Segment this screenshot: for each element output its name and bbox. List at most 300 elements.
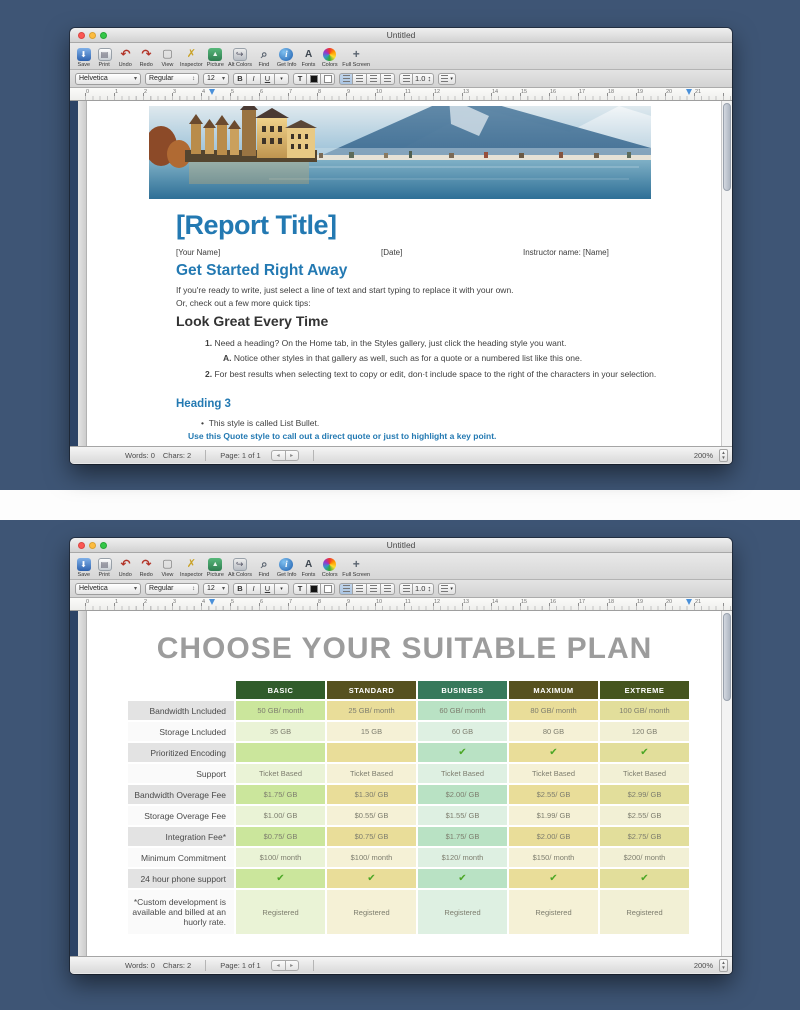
document-page[interactable] — [88, 101, 721, 446]
plan-cell: Ticket Based — [418, 764, 507, 783]
ruler-number: 3 — [173, 599, 177, 605]
plan-cell: $2.75/ GB — [600, 827, 689, 846]
fonts-icon: A — [304, 559, 313, 570]
ruler-number: 19 — [637, 89, 644, 95]
char-count: Chars: 2 — [162, 960, 192, 970]
plan-cell: $200/ month — [600, 848, 689, 867]
style-button-group — [233, 583, 289, 595]
row-label: *Custom development is available and billed at an huorly rate. — [128, 890, 234, 934]
plan-cell: 120 GB — [600, 722, 689, 741]
table-row — [128, 827, 689, 846]
ruler-number: 18 — [608, 599, 615, 605]
inspector-icon: ✗ — [186, 558, 196, 570]
toolbar-save-button[interactable] — [74, 48, 93, 68]
table-row — [128, 722, 689, 741]
ruler-number: 8 — [318, 89, 322, 95]
indent-marker[interactable] — [209, 89, 215, 95]
toolbar-label: Colors — [321, 62, 338, 68]
ruler-number: 4 — [202, 89, 206, 95]
table-corner — [128, 681, 234, 699]
font-size-select[interactable]: 12 ▾ — [203, 583, 229, 595]
table-row — [128, 764, 689, 783]
undo-icon: ↶ — [120, 47, 131, 61]
toolbar-alt-colors-button[interactable] — [227, 48, 253, 68]
align-left-icon — [343, 585, 350, 592]
get-info-icon: i — [279, 48, 293, 61]
picture-icon: ▲ — [208, 558, 222, 571]
ruler-number: 4 — [202, 599, 206, 605]
date-placeholder: [Date] — [381, 248, 403, 257]
toolbar-find-button[interactable] — [255, 558, 274, 578]
alt-colors-icon: ↪ — [233, 558, 247, 571]
line-spacing-button[interactable] — [399, 583, 413, 595]
toolbar-label: View — [161, 62, 174, 68]
plan-cell: $150/ month — [509, 848, 598, 867]
plan-cell — [236, 743, 325, 762]
plan-cell: 80 GB — [509, 722, 598, 741]
redo-icon: ↷ — [141, 47, 152, 61]
ruler-number: 19 — [637, 599, 644, 605]
ruler-number: 12 — [434, 599, 441, 605]
plan-cell: Registered — [236, 890, 325, 934]
font-style-select[interactable]: Regular ↕ — [145, 73, 199, 85]
ruler-number: 11 — [405, 89, 411, 95]
plan-cell — [600, 743, 689, 762]
table-row — [128, 869, 689, 888]
plan-header-standard: STANDARD — [327, 681, 416, 699]
plan-cell: $1.75/ GB — [236, 785, 325, 804]
instructor-placeholder: Instructor name: [Name] — [523, 248, 609, 257]
document-area — [70, 611, 732, 956]
divider — [205, 450, 206, 461]
table-row — [128, 848, 689, 867]
ruler-number: 11 — [405, 599, 411, 605]
ruler-number: 14 — [492, 599, 499, 605]
font-size-select[interactable]: 12 ▾ — [203, 73, 229, 85]
toolbar-redo-button[interactable] — [137, 48, 156, 68]
plan-cell: Registered — [600, 890, 689, 934]
text-color-group — [293, 73, 335, 85]
line-spacing-value[interactable]: 1.0 ↕ — [413, 73, 434, 85]
scrollbar-thumb[interactable] — [723, 103, 731, 191]
toolbar-label: Inspector — [179, 62, 203, 68]
next-page-button[interactable]: ▸ — [285, 960, 299, 971]
dropdown-arrow-icon: ▾ — [221, 76, 225, 82]
highlight-color-swatch[interactable] — [321, 583, 335, 595]
document-page[interactable] — [88, 611, 721, 956]
ruler-number: 10 — [376, 89, 383, 95]
toolbar-inspector-button[interactable] — [179, 558, 204, 578]
ruler-number: 13 — [463, 599, 470, 605]
dropdown-arrow-icon: ▾ — [450, 585, 453, 592]
toolbar-print-button[interactable] — [95, 48, 114, 68]
highlight-color-swatch[interactable] — [321, 73, 335, 85]
toolbar-view-button[interactable] — [158, 558, 177, 578]
plan-header-extreme: EXTREME — [600, 681, 689, 699]
bold-button[interactable]: B — [233, 73, 247, 85]
toolbar-label: Get Info — [276, 62, 297, 68]
line-spacing-icon — [403, 75, 410, 82]
prev-page-button[interactable]: ◂ — [271, 450, 285, 461]
toolbar-label: Picture — [206, 572, 224, 578]
text-color-swatch[interactable] — [307, 73, 321, 85]
toolbar-find-button[interactable] — [255, 48, 274, 68]
toolbar-get-info-button[interactable] — [276, 48, 297, 68]
align-center-button[interactable] — [353, 583, 367, 595]
check-icon: ✔ — [549, 873, 558, 884]
row-label: Support — [128, 764, 234, 783]
row-label: Storage Lncluded — [128, 722, 234, 741]
list-item: 2. For best results when selecting text to copy or edit, don·t include space to the right of the characters in your selection. — [205, 369, 657, 379]
toolbar-undo-button[interactable] — [116, 48, 135, 68]
row-label: 24 hour phone support — [128, 869, 234, 888]
row-label: Minimum Commitment — [128, 848, 234, 867]
underline-button[interactable]: U — [261, 583, 275, 595]
dropdown-arrow-icon: ▾ — [133, 76, 137, 82]
plan-cell: 15 GB — [327, 722, 416, 741]
style-more-button[interactable] — [275, 73, 289, 85]
dropdown-arrow-icon: ▾ — [133, 586, 137, 592]
down-arrow-icon: ▼ — [721, 965, 726, 970]
ruler-number: 16 — [550, 89, 557, 95]
plan-header-maximum: MAXIMUM — [509, 681, 598, 699]
alignment-group — [339, 583, 395, 595]
fonts-icon: A — [304, 49, 313, 60]
page-navigation — [271, 450, 299, 461]
ruler-number: 20 — [666, 599, 673, 605]
plan-cell: $1.30/ GB — [327, 785, 416, 804]
ruler-number: 14 — [492, 89, 499, 95]
toolbar-fonts-button[interactable] — [299, 558, 318, 578]
find-icon: ⌕ — [260, 47, 268, 61]
scrollbar-thumb[interactable] — [723, 613, 731, 701]
white-swatch — [324, 75, 332, 83]
bold-button[interactable]: B — [233, 583, 247, 595]
toolbar-label: Save — [77, 572, 90, 578]
toolbar-undo-button[interactable] — [116, 558, 135, 578]
toolbar-colors-button[interactable] — [320, 558, 339, 578]
status-bar — [70, 446, 732, 463]
check-icon: ✔ — [458, 747, 467, 758]
page-navigation — [271, 960, 299, 971]
colors-icon — [323, 558, 336, 571]
down-arrow-icon: ▼ — [721, 455, 726, 460]
font-style-select[interactable]: Regular ↕ — [145, 583, 199, 595]
plan-header-basic: BASIC — [236, 681, 325, 699]
up-arrow-icon: ▲ — [721, 450, 726, 455]
view-background — [70, 101, 78, 446]
plan-cell: Registered — [327, 890, 416, 934]
toolbar-full-screen-button[interactable] — [341, 558, 371, 578]
font-family-select[interactable]: Helvetica ▾ — [75, 73, 141, 85]
picture-icon: ▲ — [208, 48, 222, 61]
dropdown-arrow-icon: ▾ — [280, 585, 283, 592]
toolbar-label: Print — [98, 62, 111, 68]
ruler-number: 6 — [260, 89, 264, 95]
align-justify-icon — [384, 75, 391, 82]
black-swatch — [310, 585, 318, 593]
ruler-number: 17 — [579, 599, 586, 605]
ruler-number: 5 — [231, 89, 235, 95]
list-style-button[interactable] — [438, 73, 456, 85]
find-icon: ⌕ — [260, 557, 268, 571]
toolbar-get-info-button[interactable] — [276, 558, 297, 578]
line-spacing-button[interactable] — [399, 73, 413, 85]
toolbar-label: Alt Colors — [227, 62, 252, 68]
align-center-button[interactable] — [353, 73, 367, 85]
plan-cell: 50 GB/ month — [236, 701, 325, 720]
list-icon — [441, 585, 448, 592]
plan-cell: $1.00/ GB — [236, 806, 325, 825]
ruler-number: 9 — [347, 599, 351, 605]
ruler-number: 5 — [231, 599, 235, 605]
check-icon: ✔ — [276, 873, 285, 884]
list-style-button[interactable] — [438, 583, 456, 595]
toolbar-label: Find — [258, 62, 270, 68]
toolbar-label: Alt Colors — [227, 572, 252, 578]
paragraph: If you're ready to write, just select a line of text and start typing to replace it with your own. — [176, 285, 514, 295]
plan-cell: Registered — [418, 890, 507, 934]
word-count: Words: 0 — [125, 960, 155, 970]
style-button-group — [233, 73, 289, 85]
ruler-number: 6 — [260, 599, 264, 605]
plan-cell: $0.75/ GB — [327, 827, 416, 846]
list-item: 1. Need a heading? On the Home tab, in the Styles gallery, just click the heading style you want. — [205, 338, 567, 348]
line-spacing-value[interactable]: 1.0 ↕ — [413, 583, 434, 595]
up-arrow-icon: ▲ — [721, 960, 726, 965]
plan-cell: Registered — [509, 890, 598, 934]
quote-text: Use this Quote style to call out a direct quote or just to highlight a key point. — [188, 431, 497, 441]
dropdown-arrow-icon: ▾ — [450, 75, 453, 82]
right-indent-marker[interactable] — [686, 89, 692, 95]
ruler — [70, 88, 732, 101]
paragraph: Or, check out a few more quick tips: — [176, 298, 311, 308]
toolbar-inspector-button[interactable] — [179, 48, 204, 68]
toolbar-full-screen-button[interactable] — [341, 48, 371, 68]
ruler-number: 15 — [521, 89, 528, 95]
table-row — [128, 890, 689, 934]
row-label: Prioritized Encoding — [128, 743, 234, 762]
indent-marker[interactable] — [209, 599, 215, 605]
pricing-table — [126, 679, 691, 936]
divider — [313, 450, 314, 461]
italic-button[interactable]: I — [247, 583, 261, 595]
redo-icon: ↷ — [141, 557, 152, 571]
bullet-item: • This style is called List Bullet. — [201, 418, 320, 428]
view-icon: ▢ — [162, 48, 173, 60]
full-screen-icon: + — [352, 47, 360, 61]
format-bar — [70, 70, 732, 88]
toolbar-alt-colors-button[interactable] — [227, 558, 253, 578]
heading-1: Get Started Right Away — [176, 262, 348, 279]
row-label: Integration Fee* — [128, 827, 234, 846]
toolbar-picture-button[interactable] — [206, 48, 225, 68]
zoom-stepper[interactable] — [719, 449, 728, 462]
toolbar — [70, 43, 732, 70]
plan-cell: $1.99/ GB — [509, 806, 598, 825]
toolbar-label: Undo — [118, 572, 133, 578]
table-row — [128, 806, 689, 825]
window-title: Untitled — [386, 30, 416, 40]
undo-icon: ↶ — [120, 557, 131, 571]
ruler-number: 1 — [115, 89, 119, 95]
view-background — [70, 611, 78, 956]
ruler-number: 0 — [86, 599, 90, 605]
banner-image — [149, 106, 651, 199]
text-color-group — [293, 583, 335, 595]
toolbar-picture-button[interactable] — [206, 558, 225, 578]
table-row — [128, 785, 689, 804]
align-justify-button[interactable] — [381, 73, 395, 85]
italic-button[interactable]: I — [247, 73, 261, 85]
vertical-ruler — [78, 611, 87, 956]
toolbar-view-button[interactable] — [158, 48, 177, 68]
text-color-swatch[interactable] — [307, 583, 321, 595]
plan-cell: 100 GB/ month — [600, 701, 689, 720]
check-icon: ✔ — [367, 873, 376, 884]
row-label: Bandwidth Overage Fee — [128, 785, 234, 804]
print-icon: ▤ — [98, 558, 112, 571]
next-page-button[interactable]: ▸ — [285, 450, 299, 461]
toolbar-label: Get Info — [276, 572, 297, 578]
toolbar-label: Redo — [139, 62, 154, 68]
list-icon — [441, 75, 448, 82]
align-right-icon — [370, 75, 377, 82]
plan-cell: $2.55/ GB — [600, 806, 689, 825]
table-row — [128, 701, 689, 720]
separator-band — [0, 490, 800, 520]
ruler-number: 3 — [173, 89, 177, 95]
line-spacing-group — [399, 583, 434, 595]
ruler-number: 2 — [144, 599, 148, 605]
style-more-button[interactable] — [275, 583, 289, 595]
text-color-button[interactable]: T — [293, 583, 307, 595]
toolbar-label: Inspector — [179, 572, 203, 578]
text-color-button[interactable]: T — [293, 73, 307, 85]
list-item: A. Notice other styles in that gallery as well, such as for a quote or a numbered list like this one. — [223, 353, 583, 363]
document-area — [70, 101, 732, 446]
align-center-icon — [356, 75, 363, 82]
align-left-icon — [343, 75, 350, 82]
plan-cell: $2.55/ GB — [509, 785, 598, 804]
heading-3: Heading 3 — [176, 398, 231, 410]
toolbar-colors-button[interactable] — [320, 48, 339, 68]
zoom-level: 200% — [693, 450, 713, 460]
plan-cell: Ticket Based — [236, 764, 325, 783]
zoom-stepper[interactable] — [719, 959, 728, 972]
black-swatch — [310, 75, 318, 83]
align-center-icon — [356, 585, 363, 592]
plan-cell: $0.55/ GB — [327, 806, 416, 825]
check-icon: ✔ — [549, 747, 558, 758]
stepper-icon: ↕ — [192, 585, 195, 592]
line-spacing-icon — [403, 585, 410, 592]
toolbar-redo-button[interactable] — [137, 558, 156, 578]
document-window-2 — [70, 538, 732, 974]
font-family-select[interactable]: Helvetica ▾ — [75, 583, 141, 595]
plan-cell — [327, 743, 416, 762]
vertical-scrollbar[interactable] — [721, 611, 732, 956]
alignment-group — [339, 73, 395, 85]
ruler-number: 20 — [666, 89, 673, 95]
plan-cell — [509, 869, 598, 888]
title-bar[interactable] — [70, 538, 732, 553]
plan-cell: $2.99/ GB — [600, 785, 689, 804]
vertical-scrollbar[interactable] — [721, 101, 732, 446]
window-title: Untitled — [386, 540, 416, 550]
prev-page-button[interactable]: ◂ — [271, 960, 285, 971]
full-screen-icon: + — [352, 557, 360, 571]
page-indicator: Page: 1 of 1 — [220, 960, 261, 970]
underline-button[interactable]: U — [261, 73, 275, 85]
toolbar-label: Redo — [139, 572, 154, 578]
title-bar[interactable] — [70, 28, 732, 43]
plan-header-business: BUSINESS — [418, 681, 507, 699]
align-right-button[interactable] — [367, 583, 381, 595]
status-bar — [70, 956, 732, 973]
plan-cell — [327, 869, 416, 888]
align-justify-button[interactable] — [381, 583, 395, 595]
white-swatch — [324, 585, 332, 593]
divider — [313, 960, 314, 971]
plan-cell — [509, 743, 598, 762]
row-label: Bandwidth Lncluded — [128, 701, 234, 720]
plan-cell: Ticket Based — [600, 764, 689, 783]
ruler-number: 21 — [695, 599, 702, 605]
plan-cell — [418, 869, 507, 888]
plan-cell: 60 GB/ month — [418, 701, 507, 720]
plan-cell: Ticket Based — [509, 764, 598, 783]
plan-cell: $1.75/ GB — [418, 827, 507, 846]
ruler-number: 10 — [376, 599, 383, 605]
align-right-button[interactable] — [367, 73, 381, 85]
plan-cell: $2.00/ GB — [509, 827, 598, 846]
ruler-number: 7 — [289, 599, 293, 605]
ruler — [70, 598, 732, 611]
toolbar-label: Full Screen — [342, 572, 371, 578]
get-info-icon: i — [279, 558, 293, 571]
zoom-level: 200% — [693, 960, 713, 970]
toolbar-save-button[interactable] — [74, 558, 93, 578]
align-left-button[interactable] — [339, 583, 353, 595]
plan-cell: 35 GB — [236, 722, 325, 741]
report-title: [Report Title] — [176, 210, 337, 240]
plan-cell: 60 GB — [418, 722, 507, 741]
dropdown-arrow-icon: ▾ — [280, 75, 283, 82]
align-left-button[interactable] — [339, 73, 353, 85]
colors-icon — [323, 48, 336, 61]
ruler-number: 17 — [579, 89, 586, 95]
plan-cell: $120/ month — [418, 848, 507, 867]
plan-cell: $0.75/ GB — [236, 827, 325, 846]
ruler-number: 7 — [289, 89, 293, 95]
align-justify-icon — [384, 585, 391, 592]
plan-cell: 25 GB/ month — [327, 701, 416, 720]
toolbar-print-button[interactable] — [95, 558, 114, 578]
ruler-number: 12 — [434, 89, 441, 95]
char-count: Chars: 2 — [162, 450, 192, 460]
ruler-number: 15 — [521, 599, 528, 605]
toolbar-fonts-button[interactable] — [299, 48, 318, 68]
word-count: Words: 0 — [125, 450, 155, 460]
right-indent-marker[interactable] — [686, 599, 692, 605]
stepper-icon: ↕ — [427, 74, 432, 83]
ruler-number: 16 — [550, 599, 557, 605]
inspector-icon: ✗ — [186, 48, 196, 60]
document-window-1 — [70, 28, 732, 464]
stepper-icon: ↕ — [427, 584, 432, 593]
ruler-number: 8 — [318, 599, 322, 605]
